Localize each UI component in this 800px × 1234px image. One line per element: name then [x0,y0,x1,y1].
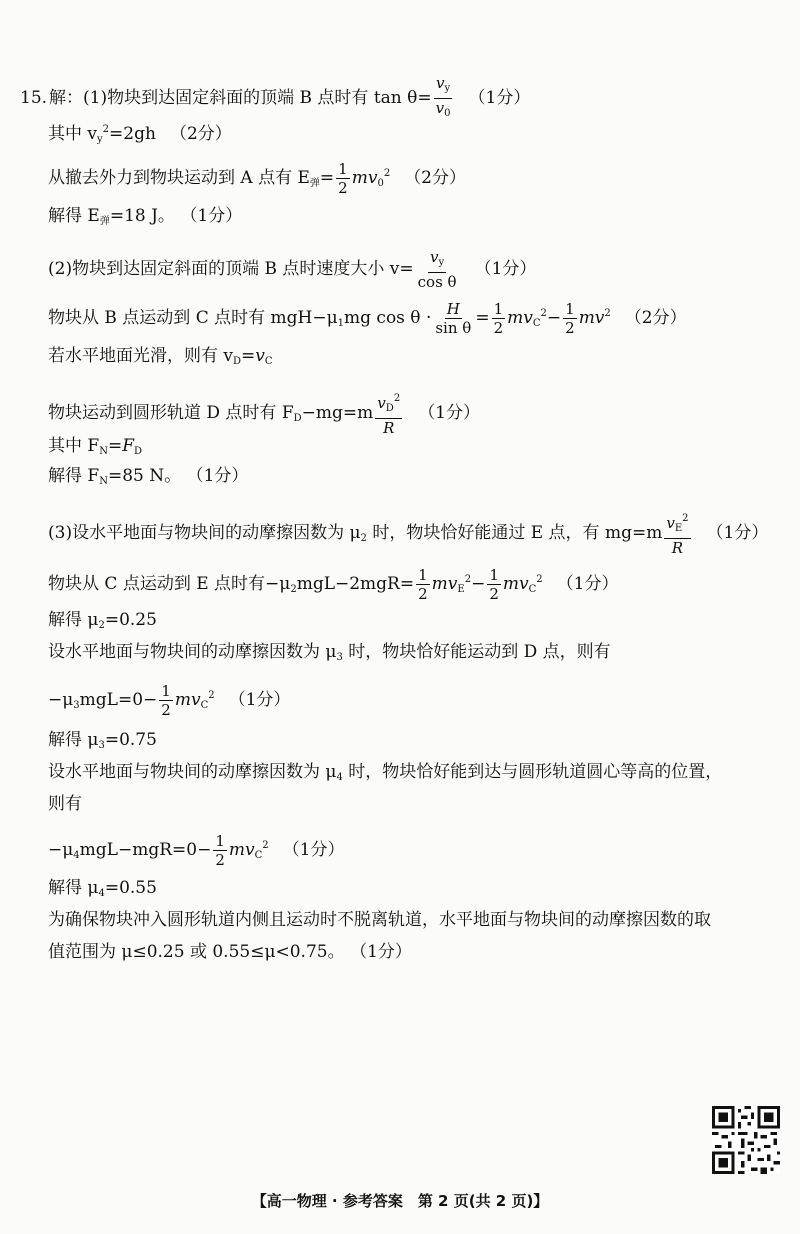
question-number: 15. [20,88,48,108]
solution-line-15: $-\mu_3mgL=0-$ $\frac{1}{2}$ $mv_C^2$ （1分） [48,682,291,719]
solution-line-10: 解得 $F_N=85$ N。 （1分） [48,466,249,487]
solution-line-12: 物块从 C 点运动到 E 点时有$-\mu_2mgL-2mgR=$ $\frac{1}{2}$ $mv_E^2-$ $\frac{1}{2}$ $mv_C^2$ （1分） [48,566,619,603]
page-footer: 【高一物理 · 参考答案 第 2 页(共 2 页)】 [251,1192,549,1210]
solution-line-6: 物块从 B 点运动到 C 点时有 $mgH-\mu_1mg$ cos θ · $\frac{H}{\text{sin θ}}$ = $\frac{1}{2}$ $mv_C^2-$ $\frac{1}{2}$ $mv^2$ （2分） [48,300,687,337]
solution-line-4: 解得 $E_弹=18$ J。 （1分） [48,206,243,227]
solution-line-7: 若水平地面光滑，则有 $v_D=v_C$ [48,346,273,367]
solution-line-11: (3)设水平地面与物块间的动摩擦因数为 $\mu_2$ 时，物块恰好能通过 E 点，有 mg=m $\frac{v_E^2}{R}$ （1分） [48,510,776,557]
solution-line-19: $-\mu_4mgL-mgR=0-$ $\frac{1}{2}$ $mv_C^2$ （1分） [48,832,345,869]
solution-line-5: (2)物块到达固定斜面的顶端 B 点时速度大小 v= $\frac{v_y}{\text{cos θ}}$ （1分） [48,248,537,291]
solution-line-14: 设水平地面与物块间的动摩擦因数为 $\mu_3$ 时，物块恰好能运动到 D 点，则有 [48,642,611,663]
solution-line-13: 解得 $\mu_2=0.25$ [48,610,157,631]
solution-line-20: 解得 $\mu_4=0.55$ [48,878,157,899]
solution-line-17: 设水平地面与物块间的动摩擦因数为 $\mu_4$ 时，物块恰好能到达与圆形轨道圆心等高的位置， [48,762,723,783]
solution-line-9: 其中 $F_N=F_D$ [48,436,143,457]
solution-line-2: 其中 $v_y^2=2gh$ （2分） [48,124,232,145]
solution-line-3: 从撤去外力到物块运动到 A 点有 $E_弹=$ $\frac{1}{2}$ $mv_0^2$ （2分） [48,160,467,197]
solution-line-22: 值范围为 μ≤0.25 或 0.55≤μ<0.75。 （1分） [48,942,412,962]
solution-line-16: 解得 $\mu_3=0.75$ [48,730,157,751]
qr-code-icon [712,1106,780,1174]
solution-line-1: 15. 解：(1)物块到达固定斜面的顶端 B 点时有 tan θ= $\frac{v_y}{v_0}$ （1分） [20,74,531,119]
solution-line-18: 则有 [48,794,82,814]
solution-line-21: 为确保物块冲入圆形轨道内侧且运动时不脱离轨道，水平地面与物块间的动摩擦因数的取 [48,910,711,930]
solution-line-8: 物块运动到圆形轨道 D 点时有 $F_D-mg=m$ $\frac{v_D^2}{R}$ （1分） [48,390,776,437]
